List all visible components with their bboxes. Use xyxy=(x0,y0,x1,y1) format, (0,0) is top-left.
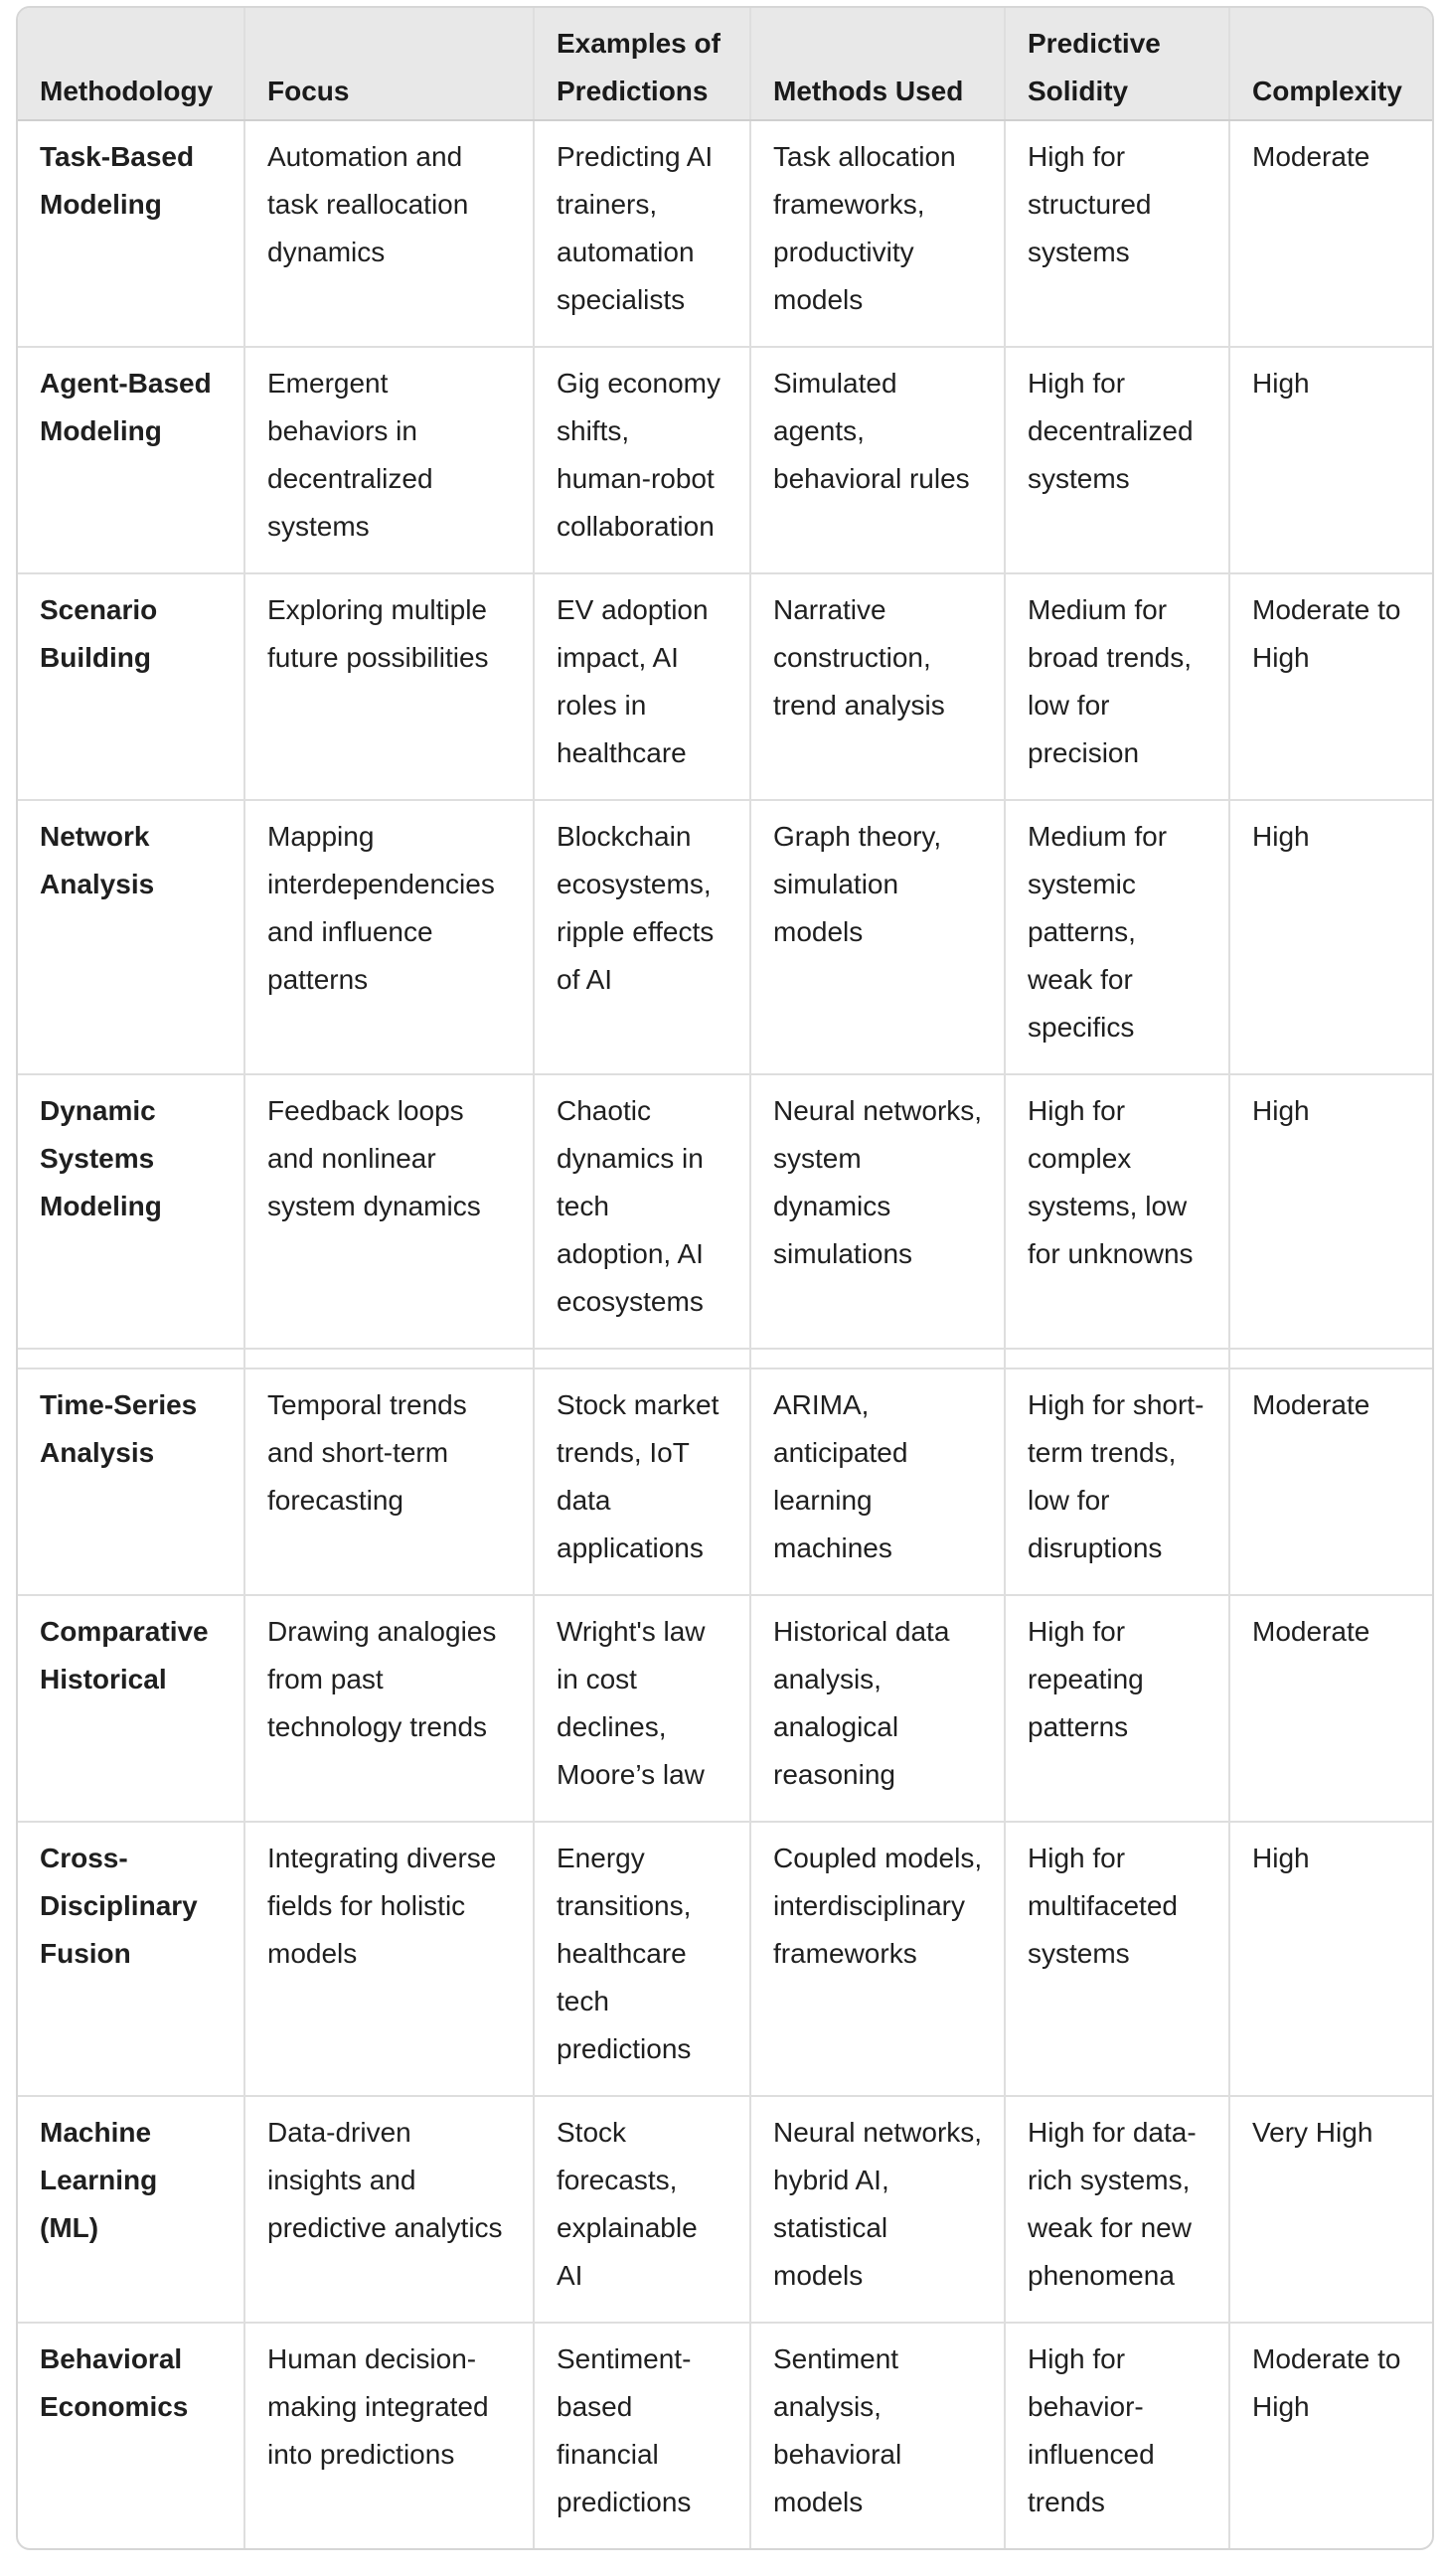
table-row xyxy=(18,2096,1432,2323)
cell-predictive-solidity: High for repeating patterns xyxy=(1005,1595,1229,1822)
header-row xyxy=(18,8,1432,120)
cell-focus: Human decision-making integrated into predictions xyxy=(244,2323,534,2548)
seam-cell xyxy=(1229,1349,1432,1368)
table-row xyxy=(18,1074,1432,1349)
cell-examples: Stock forecasts, explainable AI xyxy=(534,2096,750,2323)
cell-methods-used: Historical data analysis, analogical reasoning xyxy=(750,1595,1005,1822)
seam-cell xyxy=(18,1349,244,1368)
cell-examples: Predicting AI trainers, automation specialists xyxy=(534,120,750,347)
cell-complexity: Very High xyxy=(1229,2096,1432,2323)
header-methods-used: Methods Used xyxy=(750,8,1005,120)
seam-cell xyxy=(244,1349,534,1368)
seam-cell xyxy=(534,1349,750,1368)
cell-examples: Wright's law in cost declines, Moore’s law xyxy=(534,1595,750,1822)
cell-methods-used: Neural networks, system dynamics simulations xyxy=(750,1074,1005,1349)
methodology-table-container xyxy=(16,6,1434,2550)
cell-methodology: Comparative Historical xyxy=(18,1595,244,1822)
cell-focus: Emergent behaviors in decentralized systems xyxy=(244,347,534,573)
cell-methodology: Machine Learning (ML) xyxy=(18,2096,244,2323)
table-row xyxy=(18,573,1432,800)
cell-methodology: Behavioral Economics xyxy=(18,2323,244,2548)
cell-methods-used: Narrative construction, trend analysis xyxy=(750,573,1005,800)
cell-methods-used: Simulated agents, behavioral rules xyxy=(750,347,1005,573)
cell-methodology: Network Analysis xyxy=(18,800,244,1074)
cell-complexity: Moderate to High xyxy=(1229,573,1432,800)
header-predictive-solidity: Predictive Solidity xyxy=(1005,8,1229,120)
table-seam-row xyxy=(18,1349,1432,1368)
cell-methodology: Cross-Disciplinary Fusion xyxy=(18,1822,244,2096)
cell-focus: Exploring multiple future possibilities xyxy=(244,573,534,800)
cell-methods-used: ARIMA, anticipated learning machines xyxy=(750,1368,1005,1595)
seam-cell xyxy=(750,1349,1005,1368)
cell-examples: EV adoption impact, AI roles in healthcare xyxy=(534,573,750,800)
cell-examples: Blockchain ecosystems, ripple effects of AI xyxy=(534,800,750,1074)
cell-complexity: Moderate xyxy=(1229,1595,1432,1822)
table-row xyxy=(18,1368,1432,1595)
cell-predictive-solidity: High for short-term trends, low for disruptions xyxy=(1005,1368,1229,1595)
cell-methodology: Scenario Building xyxy=(18,573,244,800)
table-row xyxy=(18,1822,1432,2096)
cell-complexity: High xyxy=(1229,1822,1432,2096)
cell-methodology: Dynamic Systems Modeling xyxy=(18,1074,244,1349)
cell-methods-used: Task allocation frameworks, productivity models xyxy=(750,120,1005,347)
cell-complexity: High xyxy=(1229,347,1432,573)
cell-focus: Automation and task reallocation dynamics xyxy=(244,120,534,347)
header-complexity: Complexity xyxy=(1229,8,1432,120)
cell-examples: Gig economy shifts, human-robot collaboration xyxy=(534,347,750,573)
cell-predictive-solidity: High for data-rich systems, weak for new phenomena xyxy=(1005,2096,1229,2323)
cell-examples: Stock market trends, IoT data applications xyxy=(534,1368,750,1595)
cell-complexity: Moderate xyxy=(1229,120,1432,347)
header-methodology: Methodology xyxy=(18,8,244,120)
cell-examples: Sentiment-based financial predictions xyxy=(534,2323,750,2548)
cell-methodology: Agent-Based Modeling xyxy=(18,347,244,573)
table-header xyxy=(18,8,1432,120)
cell-predictive-solidity: High for decentralized systems xyxy=(1005,347,1229,573)
cell-focus: Integrating diverse fields for holistic models xyxy=(244,1822,534,2096)
cell-examples: Energy transitions, healthcare tech predictions xyxy=(534,1822,750,2096)
cell-methods-used: Coupled models, interdisciplinary frameworks xyxy=(750,1822,1005,2096)
table-row xyxy=(18,800,1432,1074)
cell-predictive-solidity: Medium for systemic patterns, weak for specifics xyxy=(1005,800,1229,1074)
seam-cell xyxy=(1005,1349,1229,1368)
cell-focus: Temporal trends and short-term forecasting xyxy=(244,1368,534,1595)
cell-examples: Chaotic dynamics in tech adoption, AI ecosystems xyxy=(534,1074,750,1349)
header-examples: Examples of Predictions xyxy=(534,8,750,120)
cell-predictive-solidity: High for multifaceted systems xyxy=(1005,1822,1229,2096)
table-body xyxy=(18,120,1432,2548)
methodology-table xyxy=(18,8,1432,2548)
table-row xyxy=(18,347,1432,573)
cell-methods-used: Sentiment analysis, behavioral models xyxy=(750,2323,1005,2548)
cell-predictive-solidity: High for behavior-influenced trends xyxy=(1005,2323,1229,2548)
table-row xyxy=(18,120,1432,347)
cell-methods-used: Graph theory, simulation models xyxy=(750,800,1005,1074)
cell-complexity: High xyxy=(1229,1074,1432,1349)
cell-complexity: Moderate xyxy=(1229,1368,1432,1595)
cell-predictive-solidity: High for structured systems xyxy=(1005,120,1229,347)
cell-methodology: Task-Based Modeling xyxy=(18,120,244,347)
cell-methodology: Time-Series Analysis xyxy=(18,1368,244,1595)
cell-complexity: High xyxy=(1229,800,1432,1074)
cell-methods-used: Neural networks, hybrid AI, statistical models xyxy=(750,2096,1005,2323)
cell-focus: Drawing analogies from past technology trends xyxy=(244,1595,534,1822)
cell-predictive-solidity: Medium for broad trends, low for precision xyxy=(1005,573,1229,800)
cell-predictive-solidity: High for complex systems, low for unknowns xyxy=(1005,1074,1229,1349)
table-row xyxy=(18,1595,1432,1822)
cell-complexity: Moderate to High xyxy=(1252,2343,1401,2422)
table-row xyxy=(18,2323,1432,2548)
cell-focus: Feedback loops and nonlinear system dynamics xyxy=(244,1074,534,1349)
cell-focus: Data-driven insights and predictive analytics xyxy=(244,2096,534,2323)
header-focus: Focus xyxy=(244,8,534,120)
cell-focus: Mapping interdependencies and influence patterns xyxy=(244,800,534,1074)
